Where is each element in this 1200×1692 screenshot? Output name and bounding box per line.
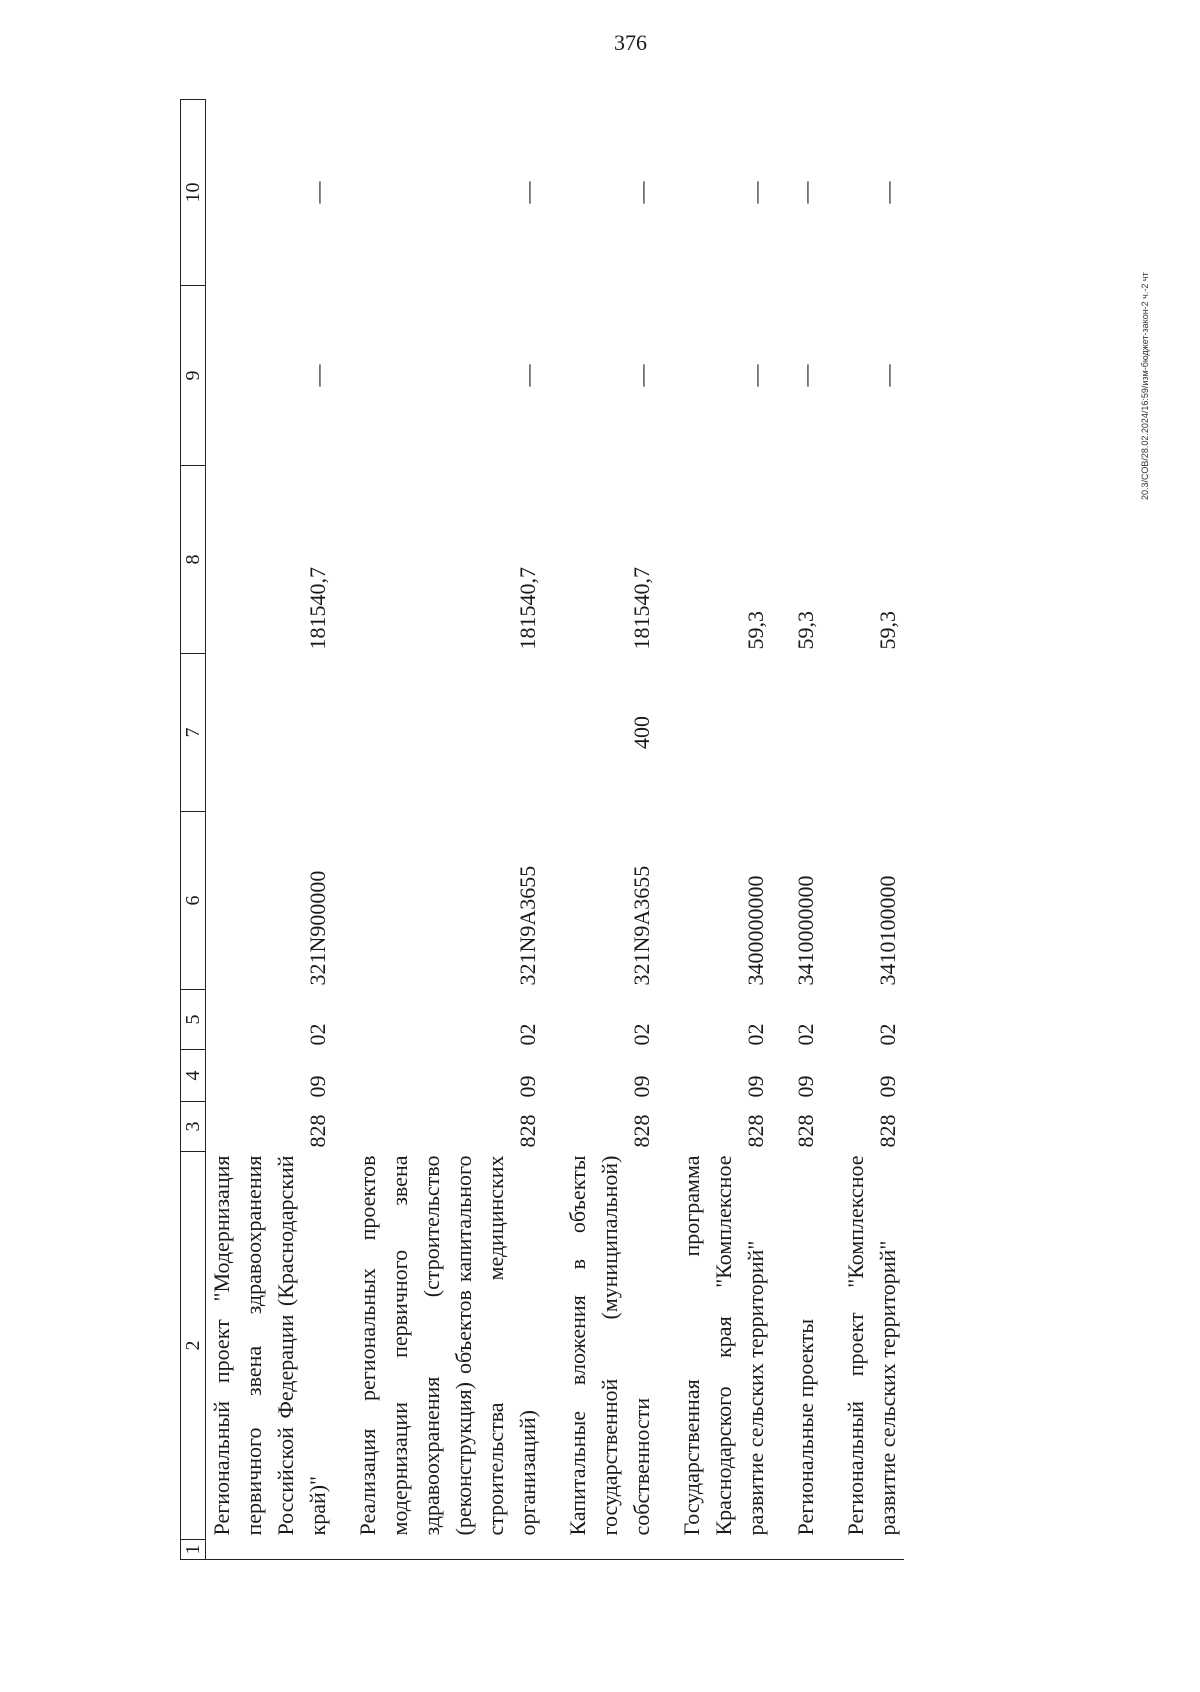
cell-c6: 3410100000	[875, 875, 900, 986]
header-cell: 3	[181, 1102, 206, 1152]
cell-c5: 02	[743, 1023, 768, 1046]
cell-c3: 828	[875, 1114, 900, 1148]
cell-c4: 09	[743, 1075, 768, 1098]
row-name: Региональный проект "Модернизация первичного звена здравоохранения Российской Федерации (Краснодарский край)"	[209, 1155, 330, 1536]
row-index-cell	[840, 1540, 904, 1560]
cell-c5: 02	[629, 1023, 654, 1046]
header-cell: 6	[181, 812, 206, 990]
header-cell: 7	[181, 654, 206, 812]
row-spacer	[658, 100, 676, 1560]
row-spacer	[334, 100, 352, 1560]
header-cell: 1	[181, 1540, 206, 1560]
cell-c4: 09	[875, 1075, 900, 1098]
cell-c7	[676, 654, 772, 812]
cell-c7	[206, 654, 335, 812]
row-index-cell	[352, 1540, 544, 1560]
header-cell: 9	[181, 286, 206, 466]
header-row	[181, 100, 206, 1560]
cell-c9: —	[629, 364, 654, 387]
cell-c3: 828	[629, 1114, 654, 1148]
cell-c8: 181540,7	[305, 567, 330, 650]
row-name: Реализация региональных проектов модернизации первичного звена здравоохранения (строительство (реконструкция) объектов капитального строительства медицинских организаций)	[355, 1155, 540, 1536]
cell-c8: 59,3	[875, 611, 900, 650]
cell-c7	[840, 654, 904, 812]
cell-c4: 09	[515, 1075, 540, 1098]
cell-c6: 321N9A3655	[629, 865, 654, 986]
table-row	[562, 100, 658, 1560]
document-stamp-note: 20.3/СОВ/28.02.2024/16:59/изм-бюджет-закон-2 ч.-2 чт	[1140, 272, 1150, 500]
header-cell: 4	[181, 1050, 206, 1102]
header-cell: 5	[181, 990, 206, 1050]
table-row	[840, 100, 904, 1560]
row-spacer	[544, 100, 562, 1560]
cell-c7: 400	[629, 716, 654, 749]
cell-c3: 828	[743, 1114, 768, 1148]
cell-c5: 02	[305, 1023, 330, 1046]
cell-c8: 59,3	[793, 611, 818, 650]
header-cell: 2	[181, 1152, 206, 1540]
row-name: Государственная программа Краснодарского края "Комплексное развитие сельских территорий"	[679, 1155, 768, 1536]
cell-c8: 181540,7	[515, 567, 540, 650]
budget-table	[180, 99, 904, 1560]
cell-c3: 828	[793, 1114, 818, 1148]
cell-c10: —	[305, 181, 330, 204]
cell-c9: —	[305, 364, 330, 387]
cell-c10: —	[743, 181, 768, 204]
table-row	[790, 100, 822, 1560]
header-cell: 10	[181, 100, 206, 286]
cell-c9: —	[875, 364, 900, 387]
row-index-cell	[676, 1540, 772, 1560]
cell-c4: 09	[629, 1075, 654, 1098]
cell-c4: 09	[305, 1075, 330, 1098]
table-row	[676, 100, 772, 1560]
header-cell: 8	[181, 466, 206, 654]
cell-c4: 09	[793, 1075, 818, 1098]
cell-c9: —	[793, 364, 818, 387]
row-spacer	[822, 100, 840, 1560]
cell-c7	[790, 654, 822, 812]
cell-c3: 828	[305, 1114, 330, 1148]
page-number: 376	[614, 30, 647, 55]
cell-c6: 321N900000	[305, 870, 330, 986]
row-index-cell	[206, 1540, 335, 1560]
cell-c9: —	[515, 364, 540, 387]
cell-c6: 3400000000	[743, 875, 768, 986]
table-row	[206, 100, 335, 1560]
row-name: Региональный проект "Комплексное развитие сельских территорий"	[843, 1155, 900, 1536]
row-index-cell	[790, 1540, 822, 1560]
table-row	[352, 100, 544, 1560]
row-spacer	[772, 100, 790, 1560]
row-index-cell	[562, 1540, 658, 1560]
cell-c10: —	[793, 181, 818, 204]
cell-c5: 02	[515, 1023, 540, 1046]
cell-c8: 181540,7	[629, 567, 654, 650]
cell-c10: —	[515, 181, 540, 204]
cell-c3: 828	[515, 1114, 540, 1148]
row-name: Капитальные вложения в объекты государственной (муниципальной) собственности	[565, 1155, 654, 1536]
cell-c5: 02	[875, 1023, 900, 1046]
row-name: Региональные проекты	[793, 1318, 818, 1536]
cell-c10: —	[875, 181, 900, 204]
cell-c7	[352, 654, 544, 812]
cell-c9: —	[743, 364, 768, 387]
rotated-table-wrapper	[180, 100, 1180, 1560]
cell-c6: 321N9A3655	[515, 865, 540, 986]
cell-c5: 02	[793, 1023, 818, 1046]
cell-c8: 59,3	[743, 611, 768, 650]
cell-c6: 3410000000	[793, 875, 818, 986]
cell-c10: —	[629, 181, 654, 204]
